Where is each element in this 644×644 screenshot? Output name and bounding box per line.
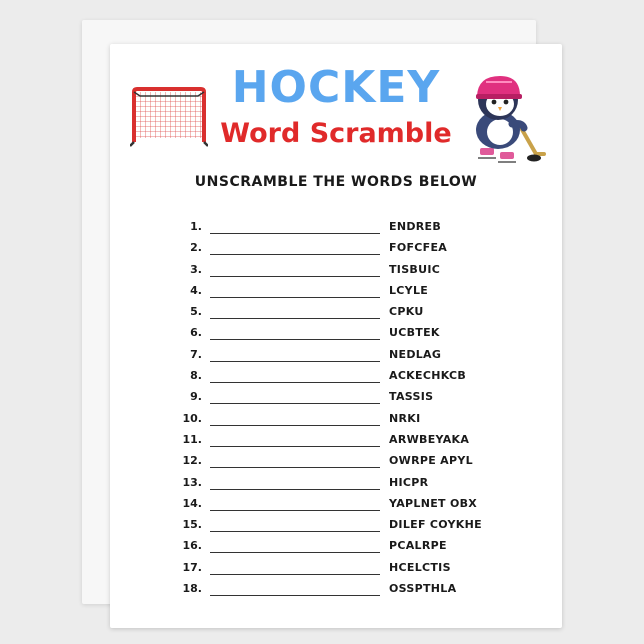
scrambled-word: HCELCTIS	[389, 560, 451, 574]
list-item	[110, 217, 562, 238]
answer-line[interactable]	[210, 382, 380, 383]
page-subtitle: Word Scramble	[220, 118, 452, 149]
item-number: 18.	[182, 582, 202, 596]
scrambled-word: NEDLAG	[389, 347, 442, 361]
scrambled-word: FOFCFEA	[389, 241, 448, 255]
item-number: 14.	[182, 496, 202, 510]
answer-line[interactable]	[210, 552, 380, 553]
list-item	[110, 387, 562, 408]
list-item	[110, 558, 562, 579]
item-number: 15.	[182, 518, 202, 532]
scrambled-word: ENDREB	[389, 220, 442, 233]
item-number: 17.	[182, 560, 202, 574]
answer-line[interactable]	[210, 489, 380, 490]
item-number: 3.	[190, 262, 202, 276]
instructions: UNSCRAMBLE THE WORDS BELOW	[194, 174, 478, 190]
answer-line[interactable]	[210, 574, 380, 575]
answer-line[interactable]	[210, 318, 380, 319]
answer-line[interactable]	[210, 446, 380, 447]
list-item	[110, 281, 562, 302]
item-number: 16.	[182, 539, 202, 553]
scrambled-word: ACKECHKCB	[389, 369, 467, 383]
answer-line[interactable]	[210, 467, 380, 468]
list-item	[110, 494, 562, 515]
word-list	[110, 217, 562, 600]
list-item	[110, 302, 562, 323]
item-number: 6.	[190, 326, 202, 340]
list-item	[110, 345, 562, 366]
scrambled-word: YAPLNET OBX	[389, 496, 478, 510]
answer-line[interactable]	[210, 361, 380, 362]
scrambled-word: OSSPTHLA	[389, 582, 457, 596]
answer-line[interactable]	[210, 254, 380, 255]
item-number: 10.	[182, 411, 202, 425]
list-item	[110, 515, 562, 536]
list-item	[110, 238, 562, 259]
list-item	[110, 536, 562, 557]
scrambled-word: ARWBEYAKA	[389, 432, 470, 446]
scrambled-word: DILEF COYKHE	[389, 518, 482, 532]
item-number: 9.	[190, 390, 202, 404]
penguin-hockey-player-icon	[464, 70, 546, 166]
list-item	[110, 430, 562, 451]
answer-line[interactable]	[210, 339, 380, 340]
scrambled-word: OWRPE APYL	[389, 454, 473, 468]
scrambled-word: NRKI	[389, 411, 421, 425]
answer-line[interactable]	[210, 510, 380, 511]
list-item	[110, 409, 562, 430]
list-item	[110, 366, 562, 387]
list-item	[110, 473, 562, 494]
answer-line[interactable]	[210, 595, 380, 596]
list-item	[110, 579, 562, 600]
item-number: 2.	[190, 241, 202, 255]
list-item	[110, 323, 562, 344]
list-item	[110, 260, 562, 281]
item-number: 12.	[182, 454, 202, 468]
answer-line[interactable]	[210, 276, 380, 277]
page-title: HOCKEY	[231, 62, 441, 113]
answer-line[interactable]	[210, 531, 380, 532]
item-number: 7.	[190, 347, 202, 361]
item-number: 8.	[190, 369, 202, 383]
list-item	[110, 451, 562, 472]
scrambled-word: CPKU	[389, 305, 424, 319]
scrambled-word: LCYLE	[389, 283, 429, 297]
item-number: 11.	[182, 432, 202, 446]
answer-line[interactable]	[210, 233, 380, 234]
answer-line[interactable]	[210, 425, 380, 426]
scrambled-word: UCBTEK	[389, 326, 440, 340]
scrambled-word: HICPR	[389, 475, 429, 489]
answer-line[interactable]	[210, 403, 380, 404]
item-number: 13.	[182, 475, 202, 489]
item-number: 5.	[190, 305, 202, 319]
scrambled-word: PCALRPE	[389, 539, 447, 553]
item-number: 1.	[190, 220, 202, 233]
worksheet-card	[110, 44, 562, 628]
answer-line[interactable]	[210, 297, 380, 298]
scrambled-word: TISBUIC	[389, 262, 441, 276]
item-number: 4.	[190, 283, 202, 297]
scrambled-word: TASSIS	[389, 390, 434, 404]
